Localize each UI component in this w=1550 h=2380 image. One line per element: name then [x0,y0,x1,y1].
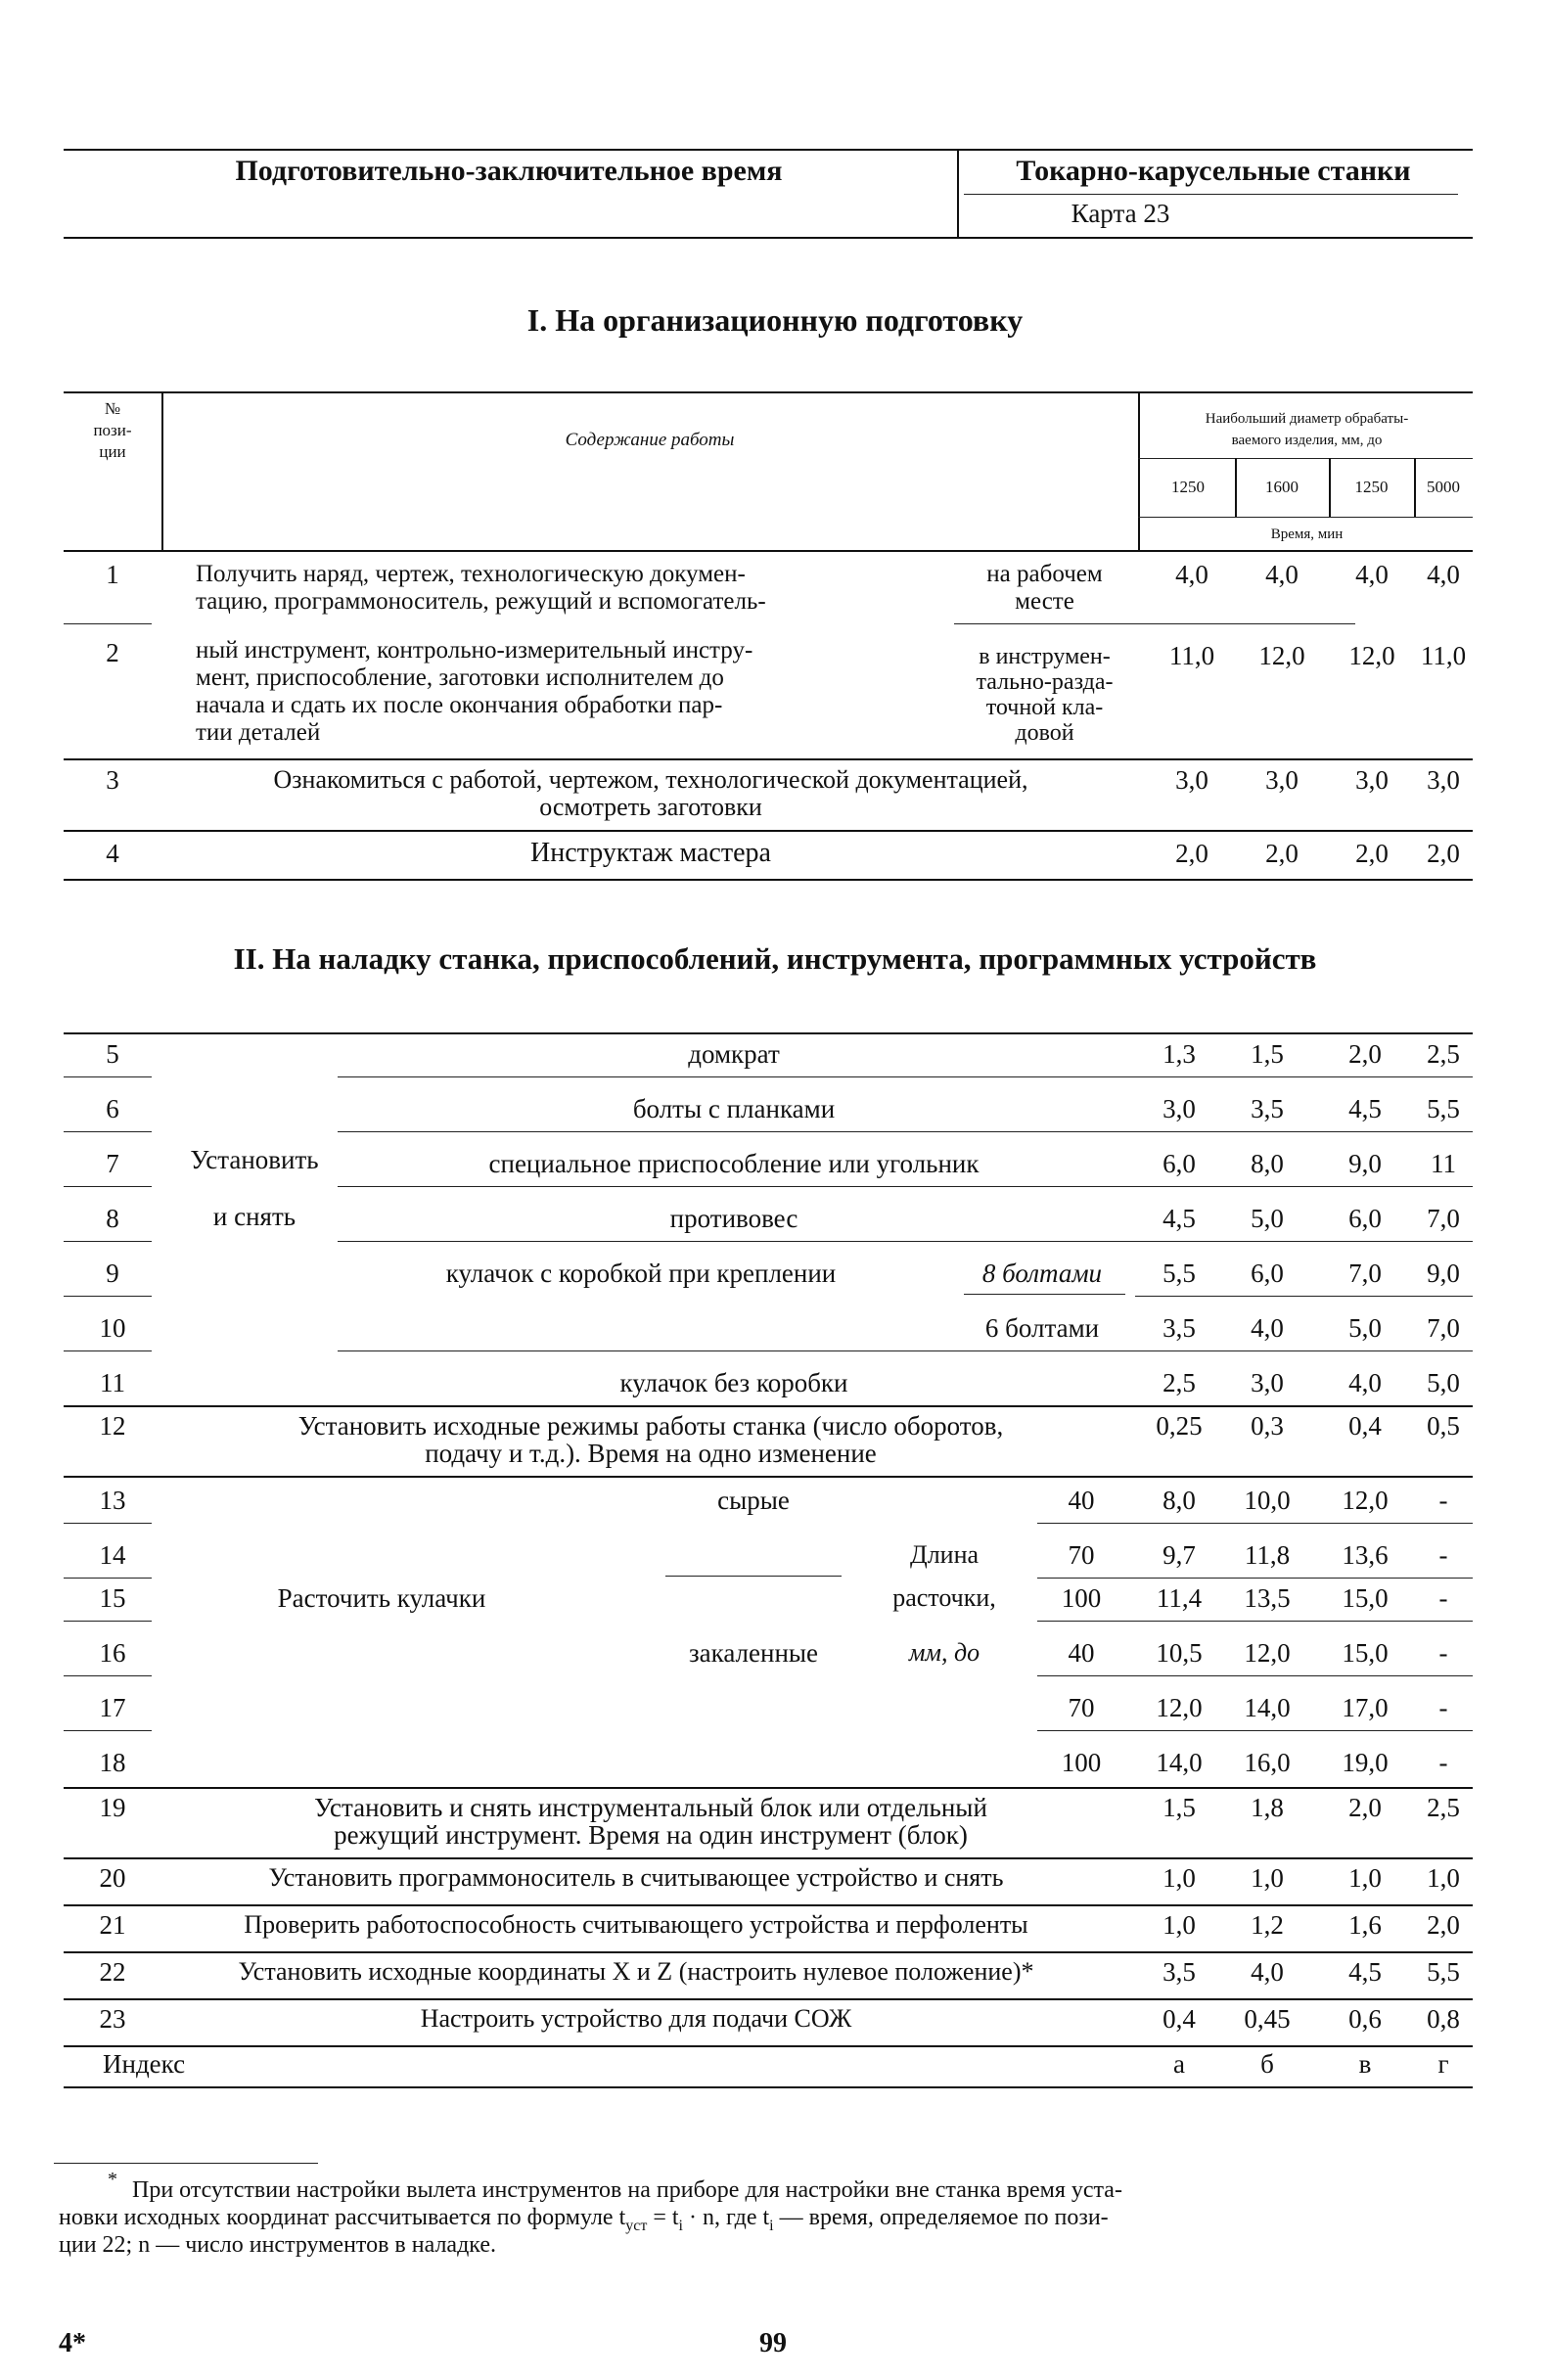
value-cell: 1,5 [1162,1793,1196,1822]
value-cell: 4,5 [1348,1094,1382,1123]
value-cell: 0,5 [1427,1411,1460,1441]
value-cell: 1,0 [1348,1863,1382,1893]
row-number: 23 [99,2004,126,2034]
section1-title: I. На организационную подготовку [526,302,1024,338]
value-cell: 1,6 [1348,1910,1382,1940]
value-cell: 0,4 [1162,2004,1196,2034]
place-storeroom-l3: точной кла- [985,695,1104,720]
value-cell: 13,5 [1244,1583,1291,1613]
row4-text: Инструктаж мастера [530,838,771,868]
value-cell: 11,8 [1244,1540,1291,1570]
value-cell: 1,0 [1251,1863,1284,1893]
row3-text-l1: Ознакомиться с работой, чертежом, технологической документацией, [273,765,1028,794]
index-value: б [1260,2049,1274,2079]
card-number: Карта 23 [1071,199,1170,228]
value-cell: 16,0 [1244,1748,1291,1777]
header-right-title: Токарно-карусельные станки [1016,155,1411,187]
row2-text-l2: мент, приспособление, заготовки исполнителем до [196,664,724,691]
row-text: кулачок без коробки [619,1368,848,1397]
col-no-l2: пози- [93,421,132,439]
value-cell: 4,0 [1427,560,1460,589]
value-cell: 4,5 [1162,1204,1196,1233]
value-cell: 0,6 [1348,2004,1382,2034]
row-number: 12 [99,1411,126,1441]
row-number: 4 [106,839,119,868]
value-cell: 3,5 [1162,1313,1196,1343]
value-cell: 1,2 [1251,1910,1284,1940]
value-cell: 3,0 [1175,765,1208,795]
index-value: г [1437,2049,1449,2079]
diameter-3: 1250 [1354,478,1389,496]
value-cell: 5,0 [1427,1368,1460,1397]
row-text: домкрат [688,1039,780,1069]
header-left-title: Подготовительно-заключительное время [235,155,783,187]
value-cell: 1,3 [1162,1039,1196,1069]
place-storeroom-l1: в инструмен- [979,644,1111,669]
value-cell: 8,0 [1162,1486,1196,1515]
row-number: 19 [99,1793,126,1822]
value-cell: 14,0 [1244,1693,1291,1722]
bore-label: Расточить кулачки [277,1583,486,1613]
row-number: 17 [99,1693,126,1722]
length-cell: 70 [1068,1693,1095,1722]
value-cell: - [1438,1583,1448,1613]
value-cell: 3,0 [1251,1368,1284,1397]
value-cell: 7,0 [1348,1259,1382,1288]
value-cell: 10,0 [1244,1486,1291,1515]
value-cell: 0,45 [1244,2004,1291,2034]
length-l2: расточки, [892,1583,996,1612]
diameter-1: 1250 [1171,478,1205,496]
row-number: 15 [99,1583,126,1613]
value-cell: 2,0 [1265,839,1299,868]
value-cell: 14,0 [1156,1748,1203,1777]
value-cell: 9,7 [1162,1540,1196,1570]
section2-title: II. На наладку станка, приспособлений, инструмента, программных устройств [233,941,1317,976]
value-cell: 2,5 [1162,1368,1196,1397]
value-cell: 12,0 [1156,1693,1203,1722]
value-cell: 11,4 [1156,1583,1203,1613]
value-cell: 12,0 [1342,1486,1389,1515]
row-number: 6 [106,1094,119,1123]
length-cell: 100 [1061,1748,1102,1777]
row-subtext: 6 болтами [984,1313,1100,1343]
value-cell: 12,0 [1348,641,1395,670]
length-cell: 100 [1061,1583,1102,1613]
value-cell: 7,0 [1427,1313,1460,1343]
value-cell: - [1438,1540,1448,1570]
value-cell: 5,5 [1427,1957,1460,1987]
value-cell: 13,6 [1342,1540,1389,1570]
place-workplace-l1: на рабочем [986,561,1103,587]
value-cell: 1,0 [1162,1863,1196,1893]
row2-text-l3: начала и сдать их после окончания обработки пар- [196,692,723,718]
value-cell: 3,0 [1427,765,1460,795]
row-text: специальное приспособление или угольник [488,1149,980,1178]
row-number: 7 [106,1149,119,1178]
row-number: 14 [99,1540,126,1570]
footnote-l3: ции 22; n — число инструментов в наладке. [59,2232,497,2258]
value-cell: - [1438,1638,1448,1668]
value-cell: 1,0 [1162,1910,1196,1940]
value-cell: 5,0 [1348,1313,1382,1343]
value-cell: - [1438,1748,1448,1777]
col-diam-l2: ваемого изделия, мм, до [1231,433,1383,448]
diameter-2: 1600 [1265,478,1299,496]
index-value: а [1173,2049,1185,2079]
value-cell: 4,0 [1251,1957,1284,1987]
value-cell: 15,0 [1342,1638,1389,1668]
row-text: кулачок с коробкой при креплении [445,1259,837,1288]
value-cell: 9,0 [1427,1259,1460,1288]
value-cell: 11,0 [1168,641,1215,670]
index-label: Индекс [103,2049,186,2079]
value-cell: 8,0 [1251,1149,1284,1178]
row-number: 13 [99,1486,126,1515]
row2-text-l1: ный инструмент, контрольно-измерительный инстру- [196,637,753,664]
length-l3: мм, до [908,1638,980,1667]
value-cell: - [1438,1486,1448,1515]
length-l1: Длина [909,1540,980,1569]
col-no-l3: ции [99,442,126,461]
value-cell: 17,0 [1342,1693,1389,1722]
row-number: 8 [106,1204,119,1233]
row1-text-l2: тацию, программоноситель, режущий и вспомогатель- [196,588,766,615]
raw-label: сырые [717,1486,790,1515]
value-cell: 2,0 [1348,1793,1382,1822]
row-number: 5 [106,1039,119,1069]
row19-text-l2: режущий инструмент. Время на один инструмент (блок) [334,1820,968,1850]
row-number: 2 [106,638,119,667]
value-cell: 2,0 [1175,839,1208,868]
value-cell: 5,0 [1251,1204,1284,1233]
value-cell: 12,0 [1244,1638,1291,1668]
place-workplace-l2: месте [1015,588,1074,615]
value-cell: 3,0 [1355,765,1389,795]
col-no-l1: № [104,399,121,418]
value-cell: 0,25 [1156,1411,1203,1441]
col-content-header: Содержание работы [565,430,735,450]
row-text: Проверить работоспособность считывающего устройства и перфоленты [244,1910,1028,1939]
value-cell: 4,0 [1251,1313,1284,1343]
value-cell: 2,0 [1427,1910,1460,1940]
value-cell: 5,5 [1427,1094,1460,1123]
row12-text-l1: Установить исходные режимы работы станка (число оборотов, [297,1411,1004,1441]
row-number: 1 [106,560,119,589]
value-cell: 3,5 [1251,1094,1284,1123]
row-text: Установить программоноситель в считывающее устройство и снять [268,1863,1004,1892]
value-cell: - [1438,1693,1448,1722]
value-cell: 3,0 [1265,765,1299,795]
row-number: 16 [99,1638,126,1668]
value-cell: 2,5 [1427,1793,1460,1822]
row-number: 11 [100,1368,125,1397]
value-cell: 2,0 [1427,839,1460,868]
value-cell: 0,8 [1427,2004,1460,2034]
length-cell: 40 [1068,1638,1095,1668]
row-number: 10 [99,1313,126,1343]
footnote-l1: При отсутствии настройки вылета инструментов на приборе для настройки вне станка время уста- [132,2177,1122,2203]
row2-text-l4: тии деталей [196,719,321,746]
row-text: противовес [669,1204,798,1233]
signature-mark: 4* [59,2328,86,2358]
value-cell: 11 [1431,1149,1456,1178]
value-cell: 4,0 [1348,1368,1382,1397]
value-cell: 2,5 [1427,1039,1460,1069]
value-cell: 2,0 [1355,839,1389,868]
install-label-l1: Установить [190,1145,319,1174]
value-cell: 4,0 [1175,560,1208,589]
row-number: 3 [106,765,119,795]
row-number: 18 [99,1748,126,1777]
length-cell: 70 [1068,1540,1095,1570]
place-storeroom-l2: тально-разда- [976,669,1114,695]
row-number: 20 [99,1863,126,1893]
row-number: 9 [106,1259,119,1288]
value-cell: 7,0 [1427,1204,1460,1233]
value-cell: 6,0 [1251,1259,1284,1288]
value-cell: 3,5 [1162,1957,1196,1987]
value-cell: 6,0 [1162,1149,1196,1178]
value-cell: 3,0 [1162,1094,1196,1123]
value-cell: 1,8 [1251,1793,1284,1822]
length-cell: 40 [1068,1486,1095,1515]
row-text: Настроить устройство для подачи СОЖ [420,2004,852,2033]
install-label-l2: и снять [212,1202,296,1231]
row19-text-l1: Установить и снять инструментальный блок или отдельный [314,1793,987,1822]
row3-text-l2: осмотреть заготовки [539,793,762,821]
index-value: в [1358,2049,1372,2079]
time-label: Время, мин [1270,526,1344,542]
value-cell: 2,0 [1348,1039,1382,1069]
row-number: 22 [99,1957,126,1987]
footnote-l2: новки исходных координат рассчитывается по формуле $t_{уст} = t_i \cdot n$, где $t_i$ — время, определяемое по пози- [59,2205,1109,2234]
value-cell: 9,0 [1348,1149,1382,1178]
row1-text-l1: Получить наряд, чертеж, технологическую докумен- [196,561,746,587]
value-cell: 5,5 [1162,1259,1196,1288]
value-cell: 0,3 [1251,1411,1284,1441]
col-diam-l1: Наибольший диаметр обрабаты- [1205,411,1409,427]
value-cell: 4,5 [1348,1957,1382,1987]
value-cell: 0,4 [1348,1411,1382,1441]
row-text: болты с планками [632,1094,836,1123]
row-text: Установить исходные координаты X и Z (настроить нулевое положение)* [238,1957,1034,1986]
value-cell: 10,5 [1156,1638,1203,1668]
row-subtext: 8 болтами [981,1259,1103,1288]
value-cell: 11,0 [1420,641,1467,670]
value-cell: 6,0 [1348,1204,1382,1233]
row-number: 21 [99,1910,126,1940]
value-cell: 12,0 [1258,641,1305,670]
value-cell: 4,0 [1355,560,1389,589]
value-cell: 19,0 [1342,1748,1389,1777]
value-cell: 1,0 [1427,1863,1460,1893]
row12-text-l2: подачу и т.д.). Время на одно изменение [425,1439,877,1468]
value-cell: 4,0 [1265,560,1299,589]
value-cell: 15,0 [1342,1583,1389,1613]
value-cell: 1,5 [1251,1039,1284,1069]
page-number: 99 [759,2328,787,2358]
footnote-mark: * [108,2169,117,2190]
diameter-4: 5000 [1427,478,1460,496]
place-storeroom-l4: довой [1015,720,1074,746]
hardened-label: закаленные [688,1638,819,1668]
